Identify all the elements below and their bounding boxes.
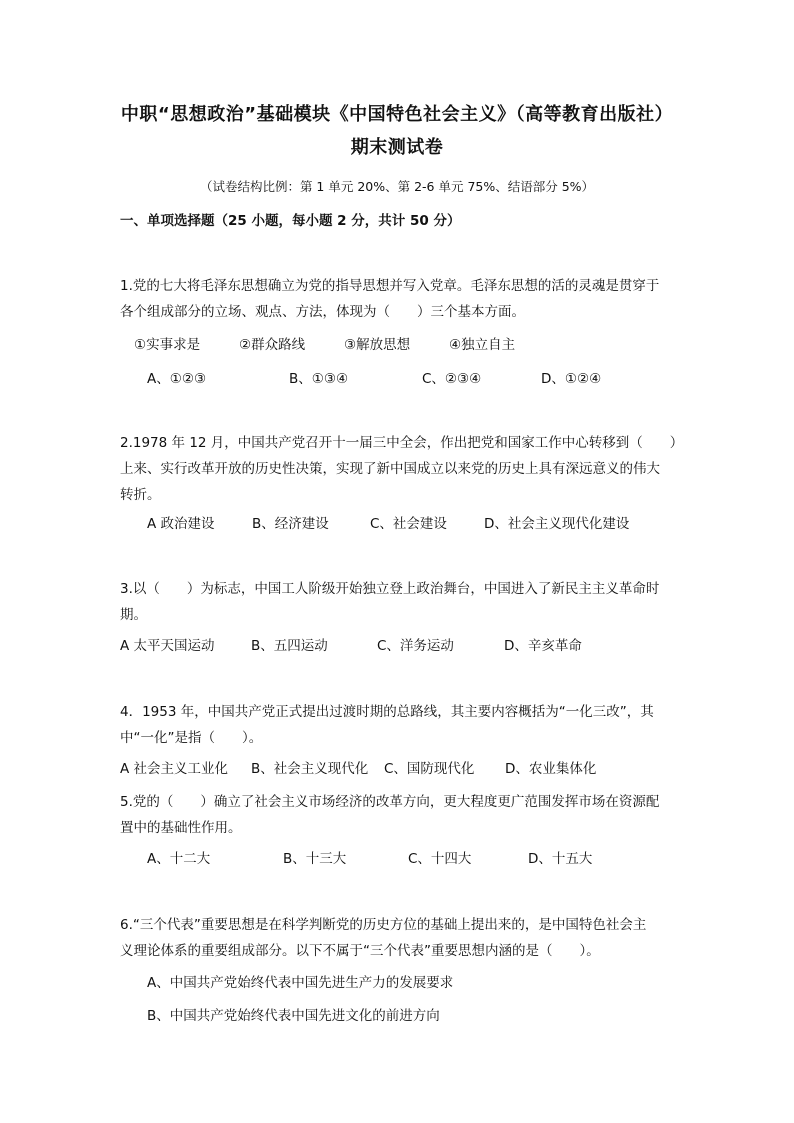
question-2-stem-line: 上来、实行改革开放的历史性决策，实现了新中国成立以来党的历史上具有深远意义的伟大 xyxy=(120,461,660,477)
question-2-option-d: D、社会主义现代化建设 xyxy=(484,516,630,532)
question-1-option-a: A、①②③ xyxy=(147,371,207,387)
question-5-stem-line: 5.党的（ ）确立了社会主义市场经济的改革方向，更大程度更广范围发挥市场在资源配 xyxy=(120,794,660,810)
question-5-option-c: C、十四大 xyxy=(408,851,472,867)
question-3-option-c: C、洋务运动 xyxy=(377,638,454,654)
question-1-item: ②群众路线 xyxy=(239,337,306,353)
question-2-option-a: A 政治建设 xyxy=(147,516,215,532)
question-3-option-b: B、五四运动 xyxy=(251,638,328,654)
question-1-stem-line: 各个组成部分的立场、观点、方法，体现为（ ）三个基本方面。 xyxy=(120,304,525,320)
question-1-item: ③解放思想 xyxy=(344,337,411,353)
question-6-option-b: B、中国共产党始终代表中国先进文化的前进方向 xyxy=(147,1008,440,1024)
section-heading: 一、单项选择题（25 小题，每小题 2 分，共计 50 分） xyxy=(120,213,461,229)
question-1-option-b: B、①③④ xyxy=(289,371,349,387)
question-2-stem-line: 2.1978 年 12 月，中国共产党召开十一届三中全会，作出把党和国家工作中心转移到（ ） xyxy=(120,435,684,451)
question-1-item: ④独立自主 xyxy=(449,337,516,353)
question-2-stem-line: 转折。 xyxy=(120,487,161,503)
question-4-stem-line: 中“一化”是指（ ）。 xyxy=(120,730,263,746)
question-6-stem-line: 6.“三个代表”重要思想是在科学判断党的历史方位的基础上提出来的，是中国特色社会主 xyxy=(120,917,647,933)
question-1-option-c: C、②③④ xyxy=(422,371,482,387)
question-5-option-d: D、十五大 xyxy=(528,851,593,867)
question-1-item: ①实事求是 xyxy=(134,337,201,353)
question-3-option-a: A 太平天国运动 xyxy=(120,638,215,654)
exam-title-line2: 期末测试卷 xyxy=(350,137,444,158)
question-5-stem-line: 置中的基础性作用。 xyxy=(120,820,242,836)
question-4-stem-line: 4．1953 年，中国共产党正式提出过渡时期的总路线，其主要内容概括为“一化三改”，其 xyxy=(120,704,654,720)
question-4-option-a: A 社会主义工业化 xyxy=(120,761,229,777)
question-2-option-b: B、经济建设 xyxy=(252,516,329,532)
question-6-stem-line: 义理论体系的重要组成部分。以下不属于“三个代表”重要思想内涵的是（ ）。 xyxy=(120,943,600,959)
exam-structure-note: （试卷结构比例：第 1 单元 20%、第 2-6 单元 75%、结语部分 5%） xyxy=(199,179,595,194)
question-3-stem-line: 3.以（ ）为标志，中国工人阶级开始独立登上政治舞台，中国进入了新民主主义革命时 xyxy=(120,581,660,597)
question-1-stem-line: 1.党的七大将毛泽东思想确立为党的指导思想并写入党章。毛泽东思想的活的灵魂是贯穿于 xyxy=(120,278,660,294)
exam-title-line1: 中职“思想政治”基础模块《中国特色社会主义》（高等教育出版社） xyxy=(120,104,674,125)
question-5-option-b: B、十三大 xyxy=(283,851,347,867)
question-6-option-a: A、中国共产党始终代表中国先进生产力的发展要求 xyxy=(147,975,454,991)
question-1-option-d: D、①②④ xyxy=(541,371,602,387)
question-4-option-b: B、社会主义现代化 xyxy=(251,761,369,777)
question-4-option-c: C、国防现代化 xyxy=(384,761,475,777)
question-2-option-c: C、社会建设 xyxy=(370,516,447,532)
question-5-option-a: A、十二大 xyxy=(147,851,211,867)
question-3-option-d: D、辛亥革命 xyxy=(504,638,582,654)
question-4-option-d: D、农业集体化 xyxy=(505,761,597,777)
question-3-stem-line: 期。 xyxy=(120,607,147,623)
